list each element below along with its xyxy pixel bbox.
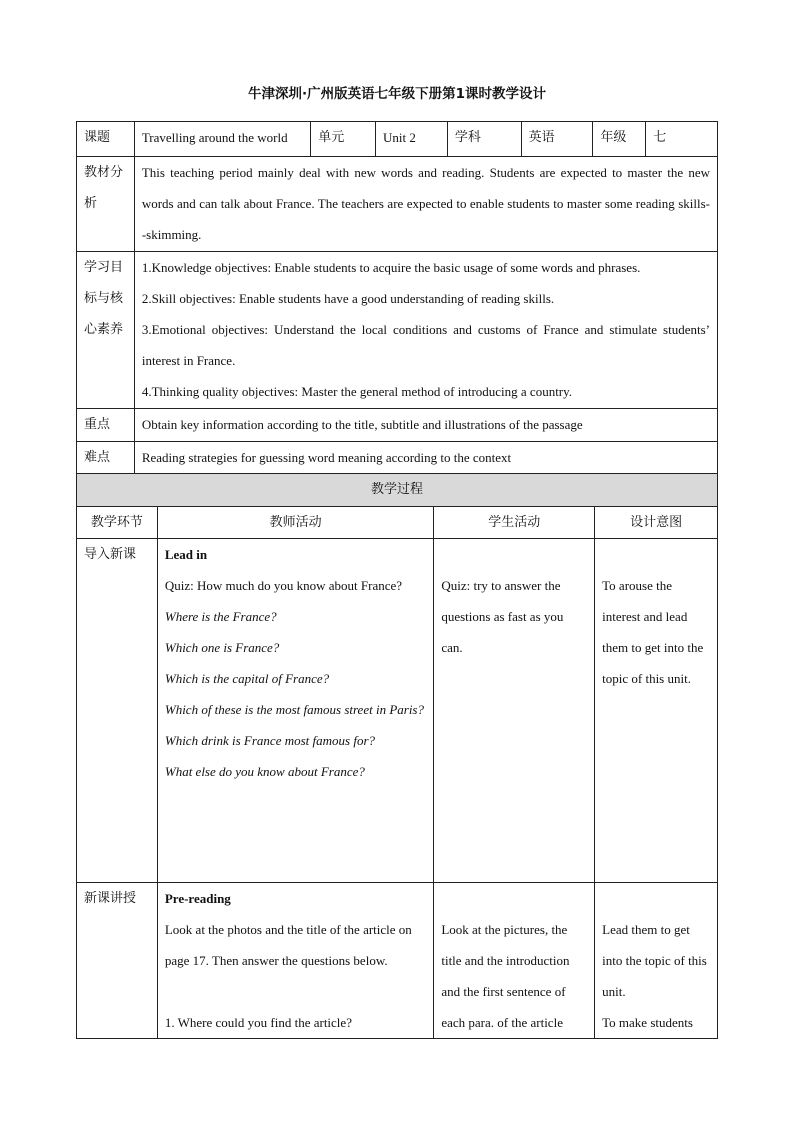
difficulty-text: Reading strategies for guessing word meaning according to the context — [134, 442, 717, 474]
column-header-teacher: 教师活动 — [157, 507, 433, 539]
teacher-activity-cell — [157, 539, 433, 883]
unit-value: Unit 2 — [376, 122, 448, 157]
student-activity-text: Quiz: try to answer the questions as fast as you can. — [441, 578, 564, 655]
key-text: Obtain key information according to the title, subtitle and illustrations of the passage — [134, 409, 717, 442]
info-row-analysis — [77, 157, 718, 252]
topic-label: 课题 — [77, 122, 135, 157]
design-intent-cell — [595, 883, 718, 1039]
objectives-cell — [134, 252, 717, 409]
page-title: 牛津深圳·广州版英语七年级下册第1课时教学设计 — [247, 86, 547, 102]
unit-label: 单元 — [311, 122, 376, 157]
activity-title: Pre-reading — [164, 891, 231, 906]
process-heading-row — [77, 474, 718, 507]
info-table — [76, 121, 718, 474]
analysis-label: 教材分析 — [77, 157, 135, 252]
table-row — [77, 539, 718, 883]
design-intent-text: Lead them to get into the topic of this unit. — [602, 922, 707, 999]
subject-label: 学科 — [447, 122, 521, 157]
info-row-key — [77, 409, 718, 442]
quiz-question: Which is the capital of France? — [164, 671, 330, 686]
student-activity-text: Look at the pictures, the title and the introduction and the first sentence of each para. of the article — [441, 922, 570, 1030]
quiz-question: Which one is France? — [164, 640, 280, 655]
grade-label: 年级 — [593, 122, 646, 157]
process-column-headers — [77, 507, 718, 539]
design-intent-cell — [595, 539, 718, 883]
spacer — [441, 539, 587, 570]
objective-item: 4.Thinking quality objectives: Master the general method of introducing a country. — [141, 384, 573, 399]
spacer — [602, 883, 710, 914]
activity-intro: Look at the photos and the title of the article on page 17. Then answer the questions below. — [164, 922, 412, 968]
column-header-stage: 教学环节 — [77, 507, 158, 539]
topic-value: Travelling around the world — [134, 122, 310, 157]
activity-question: 1. Where could you find the article? — [164, 1015, 352, 1030]
difficulty-label: 难点 — [77, 442, 135, 474]
student-activity-cell — [434, 883, 595, 1039]
spacer — [165, 976, 426, 1007]
student-activity-cell — [434, 539, 595, 883]
activity-title: Lead in — [164, 547, 208, 562]
column-header-intent: 设计意图 — [595, 507, 718, 539]
column-header-student: 学生活动 — [434, 507, 595, 539]
analysis-text: This teaching period mainly deal with new words and reading. Students are expected to master the new words and can talk about France. The teachers are expected to enable students to master some reading skills--skimming. — [134, 157, 717, 252]
quiz-question: What else do you know about France? — [164, 764, 365, 779]
spacer — [602, 539, 710, 570]
process-heading: 教学过程 — [77, 474, 718, 507]
objective-item: 1.Knowledge objectives: Enable students to acquire the basic usage of some words and phrases. — [141, 260, 641, 275]
process-table — [76, 473, 718, 1039]
spacer — [441, 883, 587, 914]
stage-cell: 新课讲授 — [77, 883, 158, 1039]
teacher-activity-cell — [157, 883, 433, 1039]
quiz-question: Where is the France? — [164, 609, 277, 624]
stage-cell: 导入新课 — [77, 539, 158, 883]
design-intent-text: To make students — [602, 1015, 693, 1030]
key-label: 重点 — [77, 409, 135, 442]
quiz-question: Which of these is the most famous street in Paris? — [164, 702, 424, 717]
objective-item: 3.Emotional objectives: Understand the local conditions and customs of France and stimulate students’ interest in France. — [141, 322, 710, 368]
info-row-topic — [77, 122, 718, 157]
info-row-difficulty — [77, 442, 718, 474]
design-intent-text: To arouse the interest and lead them to get into the topic of this unit. — [602, 578, 704, 686]
grade-value: 七 — [646, 122, 718, 157]
quiz-question: Which drink is France most famous for? — [164, 733, 376, 748]
objective-item: 2.Skill objectives: Enable students have a good understanding of reading skills. — [141, 291, 555, 306]
table-row — [77, 883, 718, 1039]
activity-intro: Quiz: How much do you know about France? — [164, 578, 403, 593]
info-row-objectives — [77, 252, 718, 409]
subject-value: 英语 — [521, 122, 593, 157]
objectives-label: 学习目标与核心素养 — [77, 252, 135, 409]
